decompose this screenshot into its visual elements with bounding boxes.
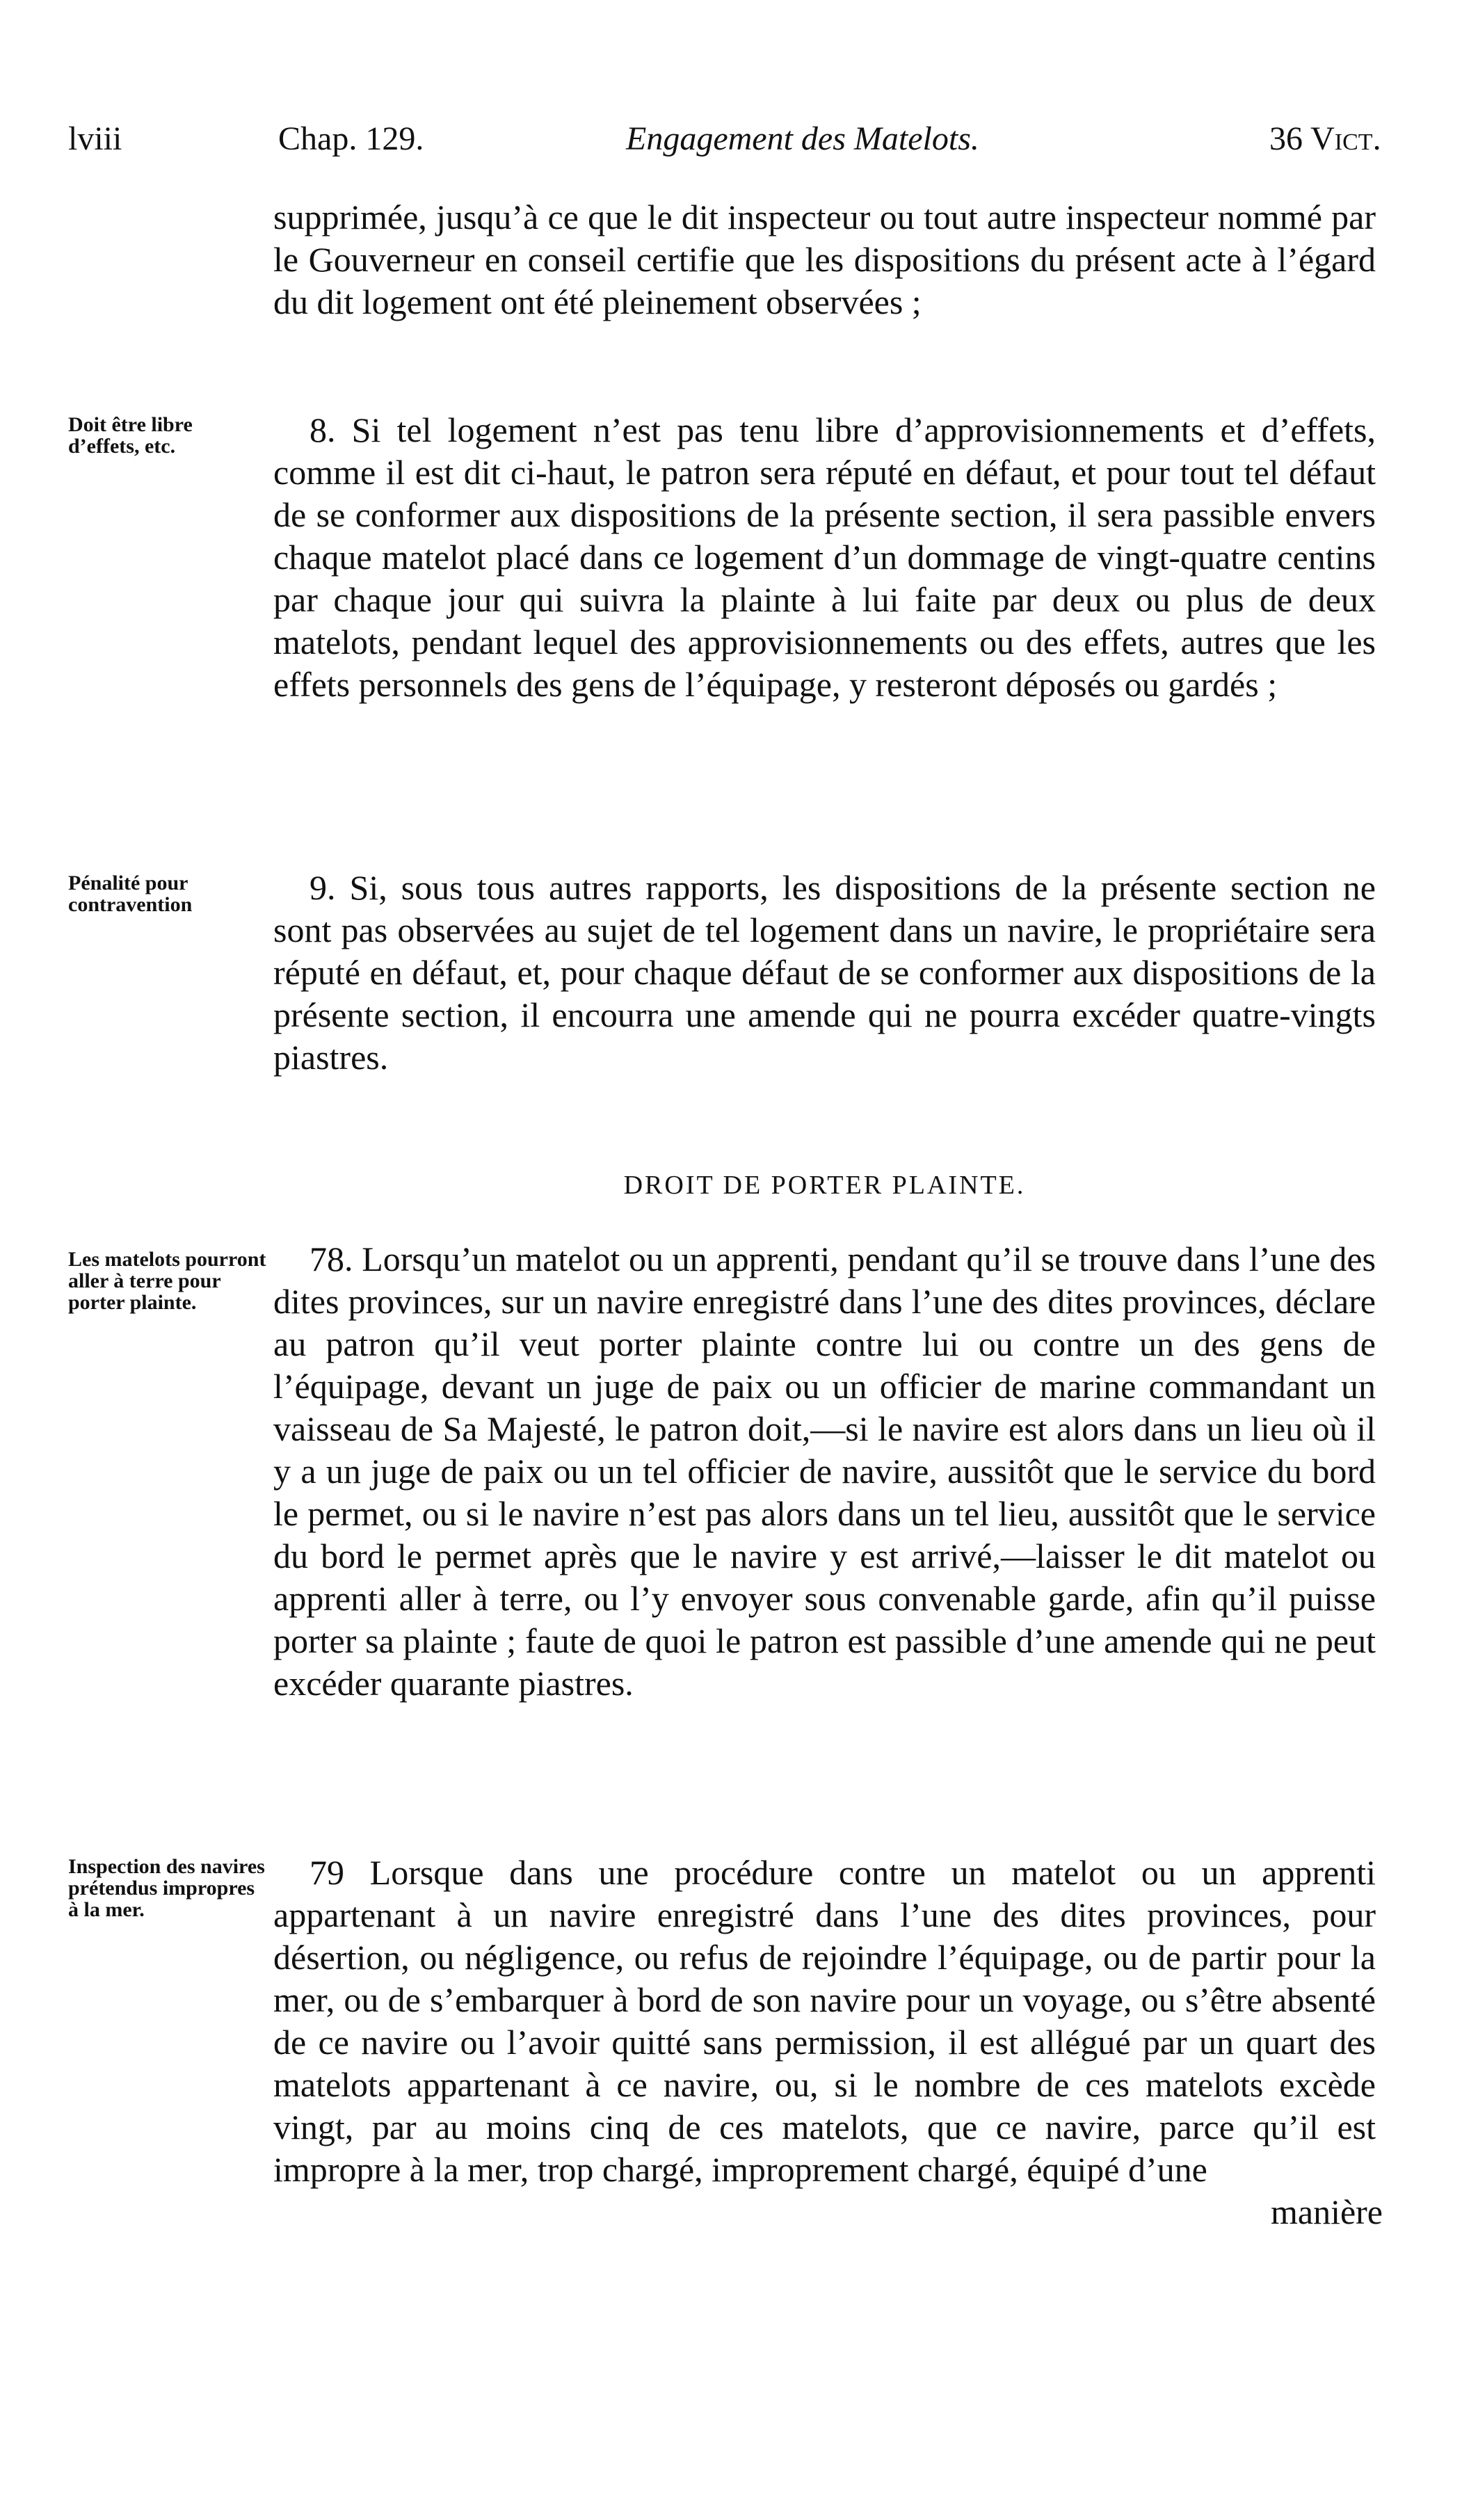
- page-number: lviii: [68, 120, 122, 157]
- section-8-block: [273, 409, 1376, 706]
- margin-note-sec8: Doit être libre d’effets, etc.: [68, 413, 193, 458]
- intro-paragraph: supprimée, jusqu’à ce que le dit inspecteur ou tout autre inspecteur nommé par le Gouverneur en conseil certifie que les dispositions du présent acte à l’égard du dit logement ont été pleinement observées ;: [273, 198, 1376, 321]
- section-heading: DROIT DE PORTER PLAINTE.: [623, 1171, 1026, 1200]
- section-9-paragraph: 9. Si, sous tous autres rapports, les dispositions de la présente section ne sont pas observées au sujet de tel logement dans un navire, le propriétaire sera réputé en défaut, et, pour chaque défaut de se conformer aux dispositions de la présente section, il encourra une amende qui ne pourra excéder quatre-vingts piastres.: [273, 868, 1376, 1077]
- running-title: Engagement des Matelots.: [626, 120, 979, 157]
- section-8-paragraph: 8. Si tel logement n’est pas tenu libre d’approvisionnements et d’effets, comme il est dit ci-haut, le patron sera réputé en défaut, et pour tout tel défaut de se conformer aux dispositions de la présente section, il sera passible envers chaque matelot placé dans ce logement d’un dommage de vingt-quatre centins par chaque jour qui suivra la plainte à lui faite par deux ou plus de deux matelots, pendant lequel des approvisionnements ou des effets, autres que les effets personnels des gens de l’équipage, y resteront déposés ou gardés ;: [273, 410, 1376, 704]
- chapter-label: Chap. 129.: [278, 120, 424, 157]
- margin-note-sec79: Inspection des navires prétendus impropres à la mer.: [68, 1855, 265, 1921]
- section-79-block: [273, 1852, 1383, 2233]
- section-9-block: [273, 867, 1376, 1079]
- section-79-paragraph: 79 Lorsque dans une procédure contre un matelot ou un apprenti appartenant à un navire enregistré dans l’une des dites provinces, pour désertion, ou négligence, ou refus de rejoindre l’équipage, ou de partir pour la mer, ou de s’embarquer à bord de son navire pour un voyage, ou s’être absenté de ce navire ou l’avoir quitté sans permission, il est allégué par un quart des matelots appartenant à ce navire, ou, si le nombre de ces matelots excède vingt, par au moins cinq de ces matelots, que ce navire, parce qu’il est impropre à la mer, trop chargé, improprement chargé, équipé d’une: [273, 1853, 1376, 2189]
- catchword: manière: [1270, 2192, 1383, 2231]
- margin-note-sec78: Les matelots pourront aller à terre pour porter plainte.: [68, 1248, 266, 1314]
- statute-year: 36 Vict.: [1269, 120, 1381, 157]
- running-header: [0, 120, 1462, 168]
- intro-paragraph-block: [273, 196, 1376, 323]
- margin-note-sec9: Pénalité pour contravention: [68, 872, 193, 916]
- section-78-paragraph: 78. Lorsqu’un matelot ou un apprenti, pendant qu’il se trouve dans l’une des dites provinces, sur un navire enregistré dans l’une des dites provinces, déclare au patron qu’il veut porter plainte contre lui ou contre un des gens de l’équipage, devant un juge de paix ou un officier de marine commandant un vaisseau de Sa Majesté, le patron doit,—si le navire est alors dans un lieu où il y a un juge de paix ou un tel officier de navire, aussitôt que le service du bord le permet, ou si le navire n’est pas alors dans un tel lieu, aussitôt que le service du bord le permet après que le navire y est arrivé,—laisser le dit matelot ou apprenti aller à terre, ou l’y envoyer sous convenable garde, afin qu’il puisse porter sa plainte ; faute de quoi le patron est passible d’une amende qui ne peut excéder quarante piastres.: [273, 1239, 1376, 1703]
- section-78-block: [273, 1238, 1376, 1705]
